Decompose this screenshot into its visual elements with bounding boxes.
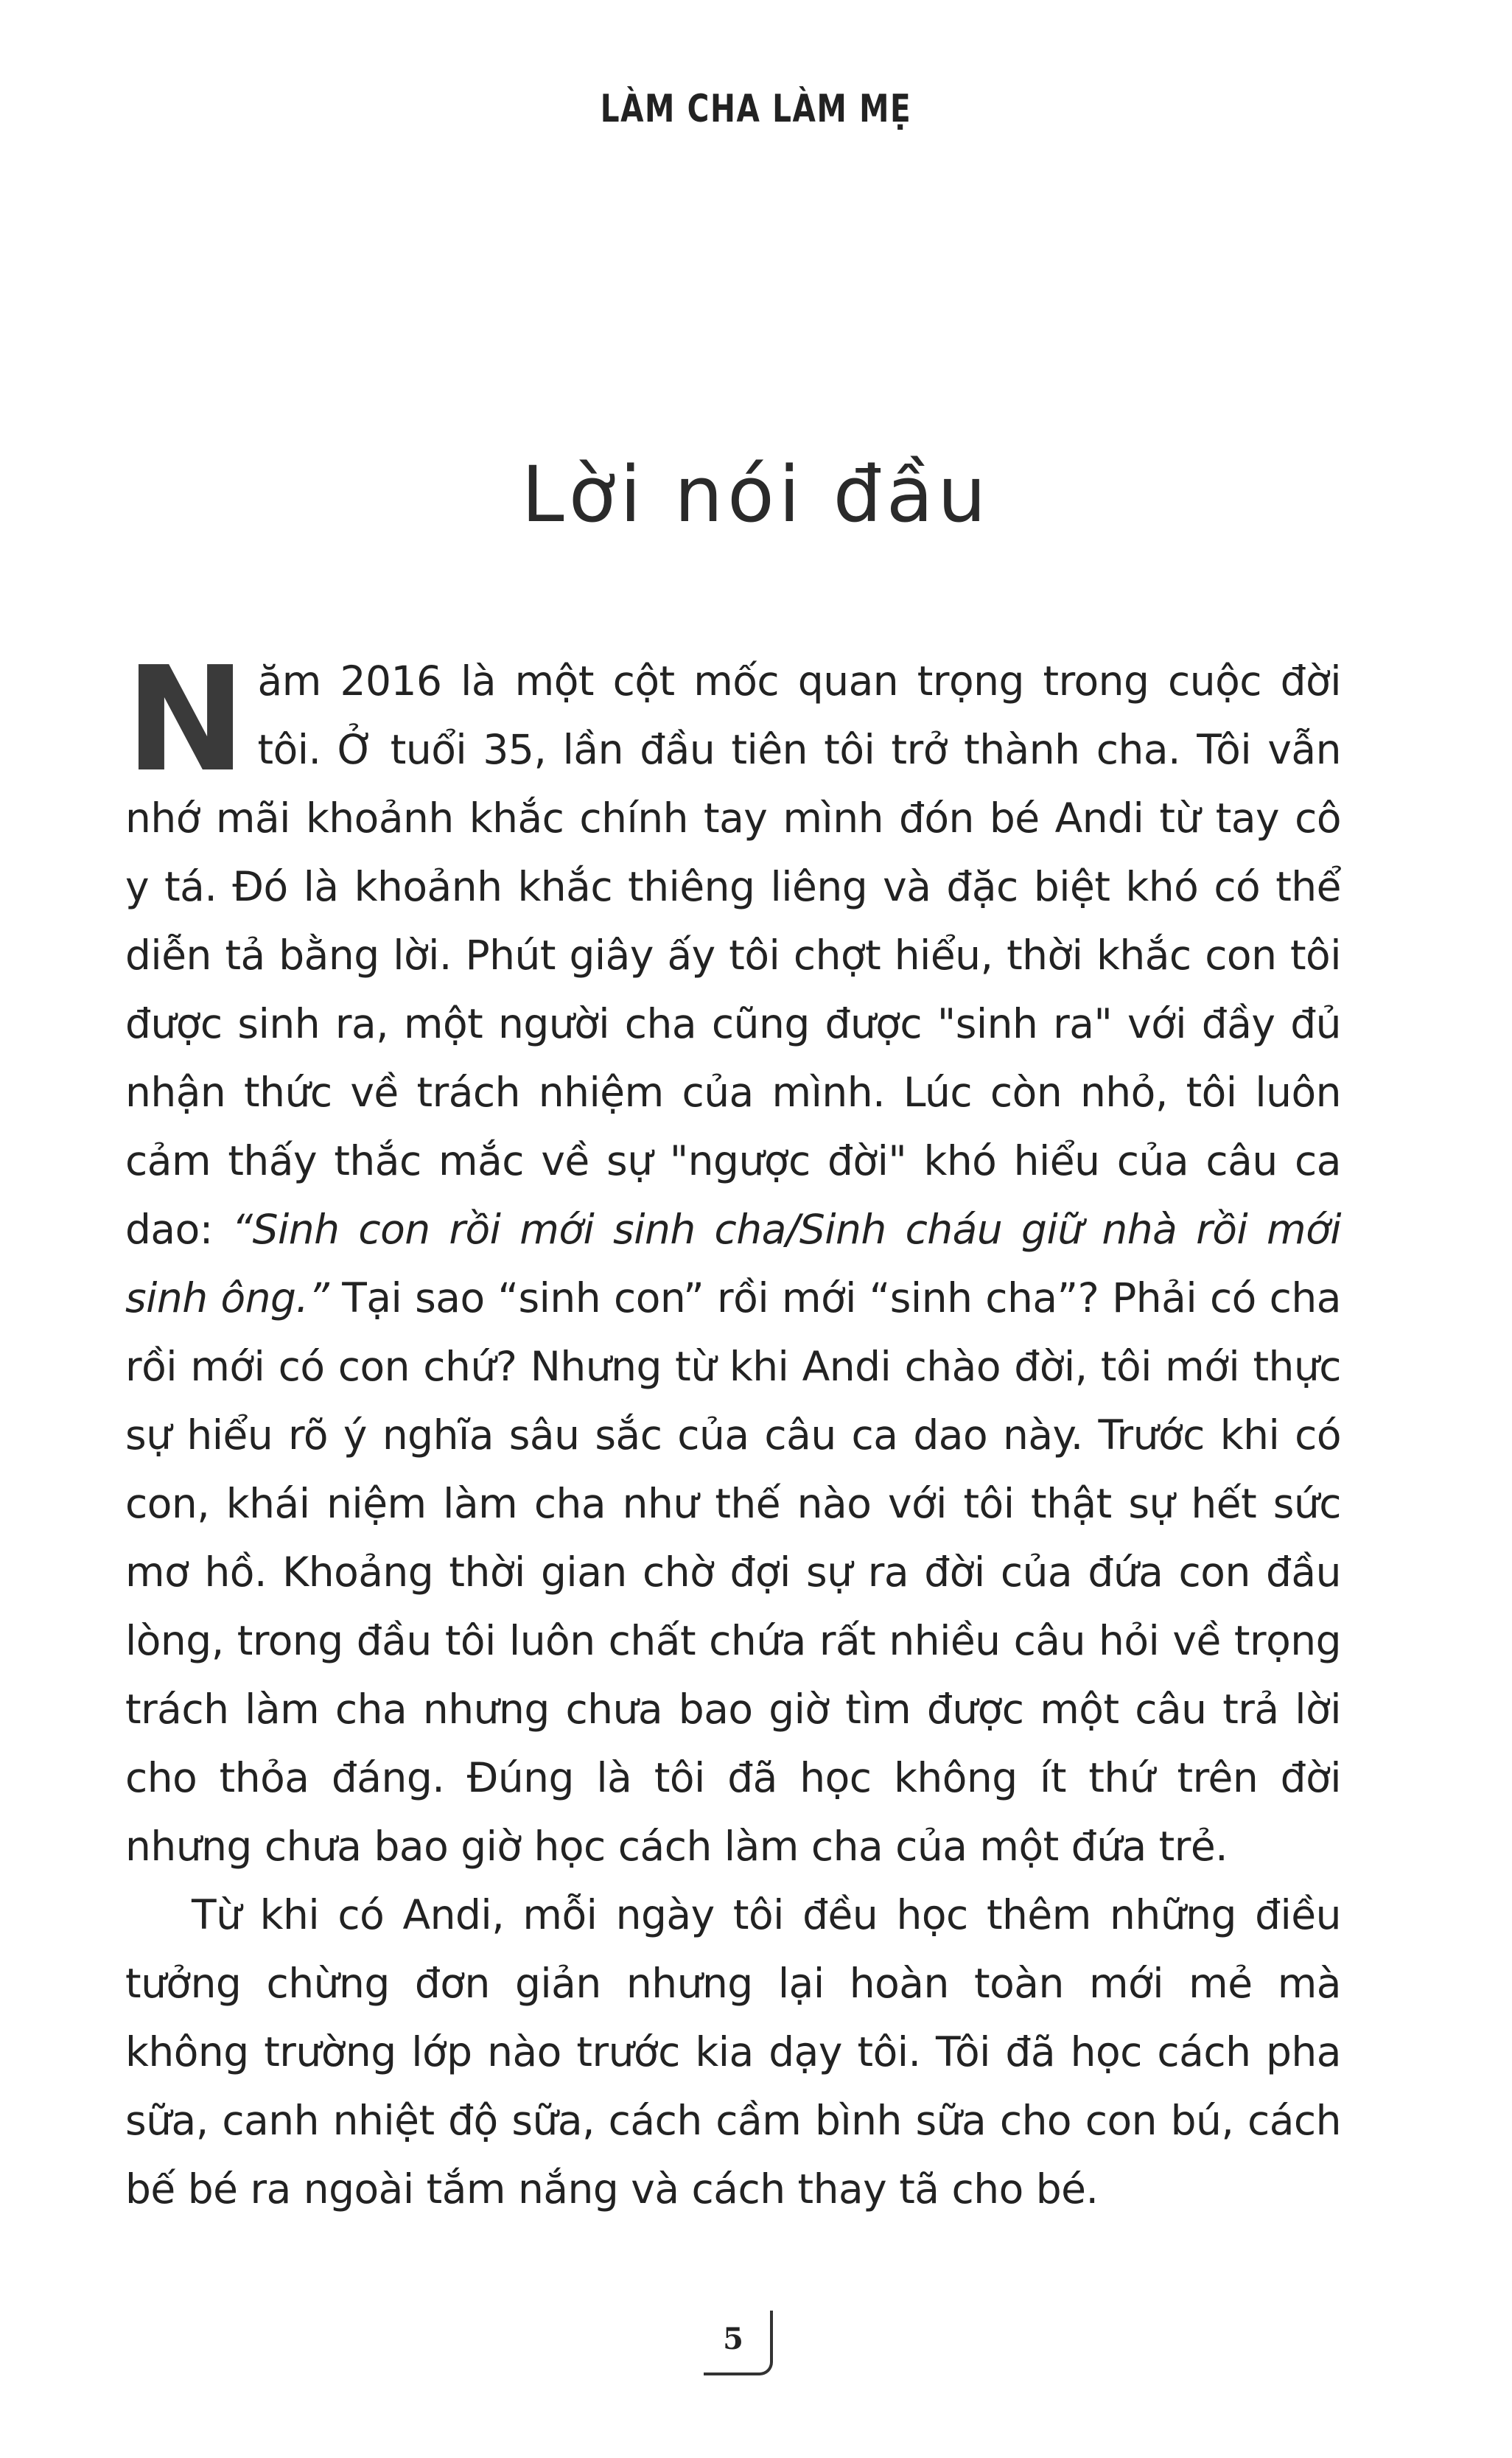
chapter-title: Lời nói đầu: [521, 449, 991, 540]
paragraph-1: [125, 636, 1341, 1881]
paragraph-1-end: Tại sao “sinh con” rồi mới “sinh cha”? Phải có cha rồi mới có con chứ? Nhưng từ khi Andi chào đời, tôi mới thực sự hiểu rõ ý nghĩa sâu sắc của câu ca dao này. Trước khi có con, khái niệm làm cha như thế nào với tôi thật sự hết sức mơ hồ. Khoảng thời gian chờ đợi sự ra đời của đứa con đầu lòng, trong đầu tôi luôn chất chứa rất nhiều câu hỏi về trọng trách làm cha nhưng chưa bao giờ tìm được một câu trả lời cho thỏa đáng. Đúng là tôi đã học không ít thứ trên đời nhưng chưa bao giờ học cách làm cha của một đứa trẻ.: [125, 1274, 1341, 1870]
paragraph-2: Từ khi có Andi, mỗi ngày tôi đều học thêm những điều tưởng chừng đơn giản nhưng lại hoàn toàn mới mẻ mà không trường lớp nào trước kia dạy tôi. Tôi đã học cách pha sữa, canh nhiệt độ sữa, cách cầm bình sữa cho con bú, cách bế bé ra ngoài tắm nắng và cách thay tã cho bé.: [125, 1891, 1341, 2213]
running-header-title: LÀM CHA LÀM MẸ: [600, 87, 912, 131]
paragraph-1-start: ăm 2016 là một cột mốc quan trọng trong cuộc đời tôi. Ở tuổi 35, lần đầu tiên tôi trở thành cha. Tôi vẫn nhớ mãi khoảnh khắc chính tay mình đón bé Andi từ tay cô y tá. Đó là khoảnh khắc thiêng liêng và đặc biệt khó có thể diễn tả bằng lời. Phút giây ấy tôi chợt hiểu, thời khắc con tôi được sinh ra, một người cha cũng được "sinh ra" với đầy đủ nhận thức về trách nhiệm của mình. Lúc còn nhỏ, tôi luôn cảm thấy thắc mắc về sự "ngược đời" khó hiểu của câu ca dao:: [125, 657, 1341, 1253]
page-number: 5: [723, 2322, 743, 2356]
body-text: [125, 636, 1341, 2224]
drop-cap: N: [125, 636, 246, 804]
running-header: [167, 87, 1346, 131]
folk-verse-quote: “Sinh con rồi mới sinh cha/Sinh cháu giữ nhà rồi mới sinh ông.”: [125, 1206, 1341, 1321]
